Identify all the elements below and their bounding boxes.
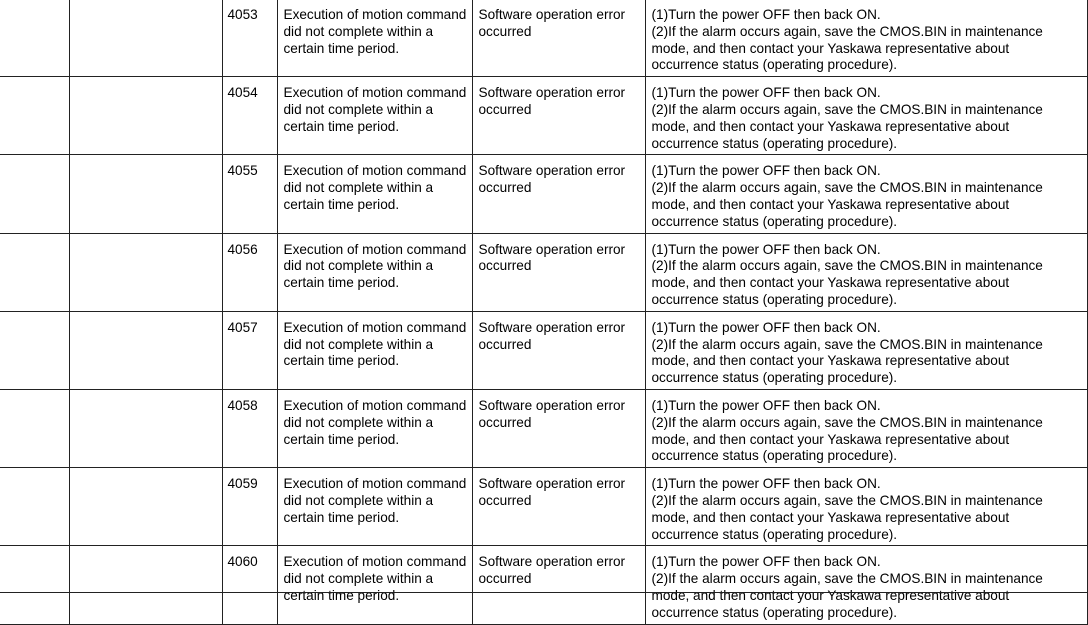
- alarm-meaning-line: occurred: [478, 258, 532, 274]
- alarm-number: 4058: [227, 397, 258, 413]
- alarm-remedy-line: occurrence status (operating procedure).: [651, 526, 898, 542]
- alarm-meaning-line: Software operation error: [478, 7, 626, 22]
- alarm-meaning-cell: [472, 546, 645, 624]
- alarm-contents-line: Execution of motion command: [283, 397, 467, 413]
- blank-cell: [69, 155, 222, 233]
- blank-cell: [0, 0, 69, 77]
- alarm-remedy-line: (1)Turn the power OFF then back ON.: [651, 397, 881, 413]
- alarm-remedy-line: (2)If the alarm occurs again, save the CMOS.BIN in maintenance: [651, 414, 1043, 430]
- blank-cell: [69, 546, 222, 624]
- alarm-contents-line: certain time period.: [283, 118, 400, 134]
- blank-cell: [0, 389, 69, 467]
- table-row: [0, 311, 1087, 389]
- alarm-remedy-line: occurrence status (operating procedure).: [651, 135, 898, 151]
- alarm-remedy-line: (1)Turn the power OFF then back ON.: [651, 241, 881, 257]
- alarm-contents-line: did not complete within a: [283, 23, 434, 39]
- alarm-remedy-cell: [645, 389, 1087, 467]
- alarm-meaning-cell: [472, 0, 645, 77]
- alarm-contents-line: Execution of motion command: [283, 85, 467, 101]
- alarm-contents-line: did not complete within a: [283, 492, 434, 508]
- alarm-remedy-cell: [645, 0, 1087, 77]
- alarm-remedy-cell: [645, 311, 1087, 389]
- table-bottom-rule: [0, 592, 1087, 593]
- alarm-contents-line: certain time period.: [283, 196, 400, 212]
- alarm-contents-line: Execution of motion command: [283, 554, 467, 570]
- blank-cell: [69, 389, 222, 467]
- alarm-remedy-line: occurrence status (operating procedure).: [651, 57, 898, 73]
- table-row: [0, 233, 1087, 311]
- alarm-meaning-line: occurred: [478, 414, 532, 430]
- alarm-contents-line: did not complete within a: [283, 180, 434, 196]
- alarm-remedy-cell: [645, 468, 1087, 546]
- alarm-contents-line: Execution of motion command: [283, 241, 467, 257]
- alarm-meaning-line: Software operation error: [478, 85, 626, 101]
- alarm-number: 4053: [227, 7, 258, 22]
- blank-cell: [0, 546, 69, 624]
- alarm-meaning-cell: [472, 389, 645, 467]
- alarm-contents-line: did not complete within a: [283, 336, 434, 352]
- alarm-meaning-cell: [472, 233, 645, 311]
- alarm-contents-line: did not complete within a: [283, 258, 434, 274]
- table-row: [0, 155, 1087, 233]
- alarm-meaning-line: occurred: [478, 23, 532, 39]
- alarm-meaning-line: Software operation error: [478, 554, 626, 570]
- alarm-contents-line: Execution of motion command: [283, 476, 467, 492]
- alarm-remedy-line: (2)If the alarm occurs again, save the CMOS.BIN in maintenance: [651, 180, 1043, 196]
- alarm-meaning-cell: [472, 311, 645, 389]
- alarm-remedy-line: mode, and then contact your Yaskawa representative about: [651, 587, 1010, 603]
- alarm-contents-line: Execution of motion command: [283, 319, 467, 335]
- alarm-remedy-line: (1)Turn the power OFF then back ON.: [651, 554, 881, 570]
- alarm-remedy-line: occurrence status (operating procedure).: [651, 291, 898, 307]
- alarm-remedy-line: (2)If the alarm occurs again, save the CMOS.BIN in maintenance: [651, 101, 1043, 117]
- blank-cell: [69, 468, 222, 546]
- alarm-remedy-cell: [645, 155, 1087, 233]
- alarm-remedy-line: occurrence status (operating procedure).: [651, 604, 898, 620]
- alarm-meaning-line: occurred: [478, 571, 532, 587]
- alarm-remedy-line: (1)Turn the power OFF then back ON.: [651, 85, 881, 101]
- alarm-meaning-line: Software operation error: [478, 241, 626, 257]
- alarm-number-cell: [222, 0, 277, 77]
- blank-cell: [69, 311, 222, 389]
- blank-cell: [0, 468, 69, 546]
- alarm-number-cell: [222, 155, 277, 233]
- alarm-meaning-line: occurred: [478, 336, 532, 352]
- alarm-meaning-line: Software operation error: [478, 397, 626, 413]
- alarm-number: 4057: [227, 319, 258, 335]
- alarm-remedy-line: mode, and then contact your Yaskawa representative about: [651, 118, 1010, 134]
- alarm-remedy-line: (1)Turn the power OFF then back ON.: [651, 7, 881, 22]
- alarm-meaning-line: occurred: [478, 180, 532, 196]
- alarm-number-cell: [222, 389, 277, 467]
- alarm-number-cell: [222, 468, 277, 546]
- alarm-contents-line: Execution of motion command: [283, 7, 467, 22]
- alarm-remedy-cell: [645, 77, 1087, 155]
- alarm-number: 4055: [227, 163, 258, 179]
- alarm-meaning-line: occurred: [478, 101, 532, 117]
- alarm-remedy-line: occurrence status (operating procedure).: [651, 213, 898, 229]
- alarm-remedy-line: mode, and then contact your Yaskawa representative about: [651, 275, 1010, 291]
- alarm-remedy-line: mode, and then contact your Yaskawa representative about: [651, 196, 1010, 212]
- alarm-remedy-line: mode, and then contact your Yaskawa representative about: [651, 509, 1010, 525]
- alarm-contents-line: did not complete within a: [283, 571, 434, 587]
- blank-cell: [0, 311, 69, 389]
- alarm-remedy-cell: [645, 233, 1087, 311]
- alarm-number: 4060: [227, 554, 258, 570]
- alarm-contents-line: certain time period.: [283, 431, 400, 447]
- alarm-contents-cell: [277, 311, 472, 389]
- blank-cell: [0, 77, 69, 155]
- alarm-contents-line: certain time period.: [283, 40, 400, 56]
- alarm-contents-cell: [277, 0, 472, 77]
- alarm-contents-line: Execution of motion command: [283, 163, 467, 179]
- alarm-meaning-line: Software operation error: [478, 319, 626, 335]
- alarm-number-cell: [222, 77, 277, 155]
- alarm-contents-line: did not complete within a: [283, 414, 434, 430]
- alarm-meaning-cell: [472, 155, 645, 233]
- alarm-contents-line: certain time period.: [283, 509, 400, 525]
- alarm-remedy-line: (2)If the alarm occurs again, save the CMOS.BIN in maintenance: [651, 336, 1043, 352]
- alarm-remedy-line: (1)Turn the power OFF then back ON.: [651, 476, 881, 492]
- alarm-remedy-line: occurrence status (operating procedure).: [651, 448, 898, 464]
- blank-cell: [0, 155, 69, 233]
- alarm-remedy-line: mode, and then contact your Yaskawa representative about: [651, 353, 1010, 369]
- alarm-contents-line: certain time period.: [283, 275, 400, 291]
- alarm-remedy-line: mode, and then contact your Yaskawa representative about: [651, 40, 1010, 56]
- alarm-remedy-line: (1)Turn the power OFF then back ON.: [651, 319, 881, 335]
- alarm-number: 4056: [227, 241, 258, 257]
- table-row: [0, 77, 1087, 155]
- alarm-meaning-line: Software operation error: [478, 163, 626, 179]
- alarm-remedy-line: (2)If the alarm occurs again, save the CMOS.BIN in maintenance: [651, 571, 1043, 587]
- alarm-meaning-line: occurred: [478, 492, 532, 508]
- blank-cell: [69, 77, 222, 155]
- blank-cell: [69, 0, 222, 77]
- alarm-remedy-line: occurrence status (operating procedure).: [651, 370, 898, 386]
- alarm-number: 4054: [227, 85, 258, 101]
- alarm-number-cell: [222, 546, 277, 624]
- alarm-meaning-line: Software operation error: [478, 476, 626, 492]
- alarm-contents-line: certain time period.: [283, 353, 400, 369]
- alarm-contents-cell: [277, 468, 472, 546]
- alarm-number-cell: [222, 233, 277, 311]
- alarm-number: 4059: [227, 476, 258, 492]
- alarm-meaning-cell: [472, 77, 645, 155]
- alarm-contents-cell: [277, 233, 472, 311]
- table-row: [0, 0, 1087, 77]
- alarm-contents-cell: [277, 77, 472, 155]
- alarm-contents-cell: [277, 546, 472, 624]
- alarm-remedy-line: (2)If the alarm occurs again, save the CMOS.BIN in maintenance: [651, 258, 1043, 274]
- blank-cell: [0, 233, 69, 311]
- alarm-remedy-line: (2)If the alarm occurs again, save the CMOS.BIN in maintenance: [651, 492, 1043, 508]
- alarm-contents-line: did not complete within a: [283, 101, 434, 117]
- alarm-contents-cell: [277, 155, 472, 233]
- alarm-contents-cell: [277, 389, 472, 467]
- alarm-remedy-line: (1)Turn the power OFF then back ON.: [651, 163, 881, 179]
- alarm-meaning-cell: [472, 468, 645, 546]
- alarm-remedy-cell: [645, 546, 1087, 624]
- table-row: [0, 468, 1087, 546]
- alarm-number-cell: [222, 311, 277, 389]
- table-row: [0, 546, 1087, 624]
- alarm-remedy-line: mode, and then contact your Yaskawa representative about: [651, 431, 1010, 447]
- table-row: [0, 389, 1087, 467]
- alarm-contents-line: certain time period.: [283, 587, 400, 603]
- alarm-remedy-line: (2)If the alarm occurs again, save the CMOS.BIN in maintenance: [651, 23, 1043, 39]
- blank-cell: [69, 233, 222, 311]
